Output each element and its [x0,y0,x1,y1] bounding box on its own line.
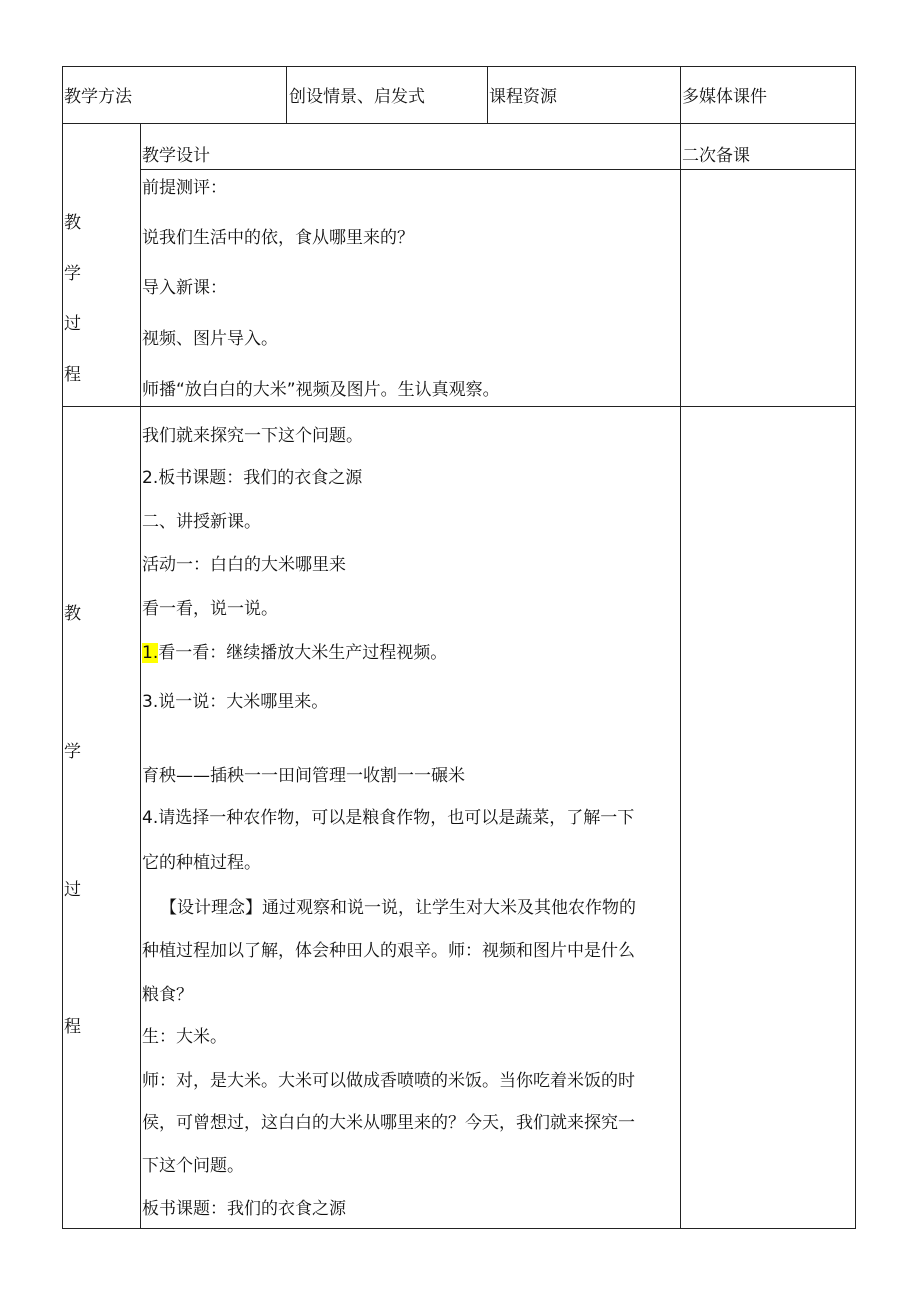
section2-side-char-2: 学 [64,742,81,762]
section2-line: 二、讲授新课。 [142,512,261,532]
section1-side-char-1: 教 [64,213,81,233]
table-border-right [855,66,856,1229]
section2-side-char-4: 程 [64,1017,81,1037]
design-row-divider [140,169,856,170]
section2-line: 3.说一说：大米哪里来。 [142,692,329,712]
section1-line: 说我们生活中的依，食从哪里来的？ [142,228,414,248]
section1-side-char-3: 过 [64,314,81,334]
section2-line: 【设计理念】通过观察和说一说，让学生对大米及其他农作物的 [160,898,636,918]
section2-line: 看一看，说一说。 [142,599,278,619]
table-border-bottom [62,1228,856,1229]
teaching-method-value: 创设情景、启发式 [289,87,425,107]
side-label-divider [140,123,141,1229]
section2-line: 4.请选择一种农作物，可以是粮食作物，也可以是蔬菜，了解一下 [142,808,635,828]
section1-line: 视频、图片导入。 [142,329,278,349]
section2-line: 我们就来探究一下这个问题。 [142,426,363,446]
table-border-top [62,66,856,67]
section2-line: 生：大米。 [142,1027,227,1047]
section1-line: 师播“放白白的大米”视频及图片。生认真观察。 [142,380,500,400]
section-divider [62,406,856,407]
section2-line: 活动一：白白的大米哪里来 [142,555,346,575]
header-row-divider [62,123,856,124]
section2-side-char-3: 过 [64,880,81,900]
section2-highlighted-line [142,642,447,664]
course-resource-value: 多媒体课件 [682,87,767,107]
section2-line: 板书课题：我们的衣食之源 [142,1199,346,1219]
table-border-left [62,66,63,1229]
section1-line: 前提测评： [142,178,227,198]
section2-line: 师：对，是大米。大米可以做成香喷喷的米饭。当你吃着米饭的时 [142,1071,635,1091]
section1-side-char-4: 程 [64,365,81,385]
header-col-divider-1 [286,66,287,124]
teaching-design-label: 教学设计 [142,146,210,166]
second-prep-divider [680,66,681,1229]
section2-side-char-1: 教 [64,604,81,624]
course-resource-label: 课程资源 [489,87,557,107]
second-prep-label: 二次备课 [682,146,750,166]
section2-line: 粮食？ [142,985,193,1005]
section2-line-text: 看一看：继续播放大米生产过程视频。 [158,643,448,663]
section1-line: 导入新课： [142,278,227,298]
section2-line: 育秧——插秧一一田间管理一收割一一碾米 [142,766,465,786]
teaching-method-label: 教学方法 [64,87,132,107]
highlight-marker: 1. [142,643,159,663]
section1-side-char-2: 学 [64,264,81,284]
section2-line: 下这个问题。 [142,1156,244,1176]
section2-line: 2.板书课题：我们的衣食之源 [142,468,363,488]
header-col-divider-2 [487,66,488,124]
section2-line: 种植过程加以了解，体会种田人的艰辛。师：视频和图片中是什么 [142,941,635,961]
section2-line: 侯，可曾想过，这白白的大米从哪里来的？今天，我们就来探究一 [142,1113,635,1133]
section2-line: 它的种植过程。 [142,853,261,873]
